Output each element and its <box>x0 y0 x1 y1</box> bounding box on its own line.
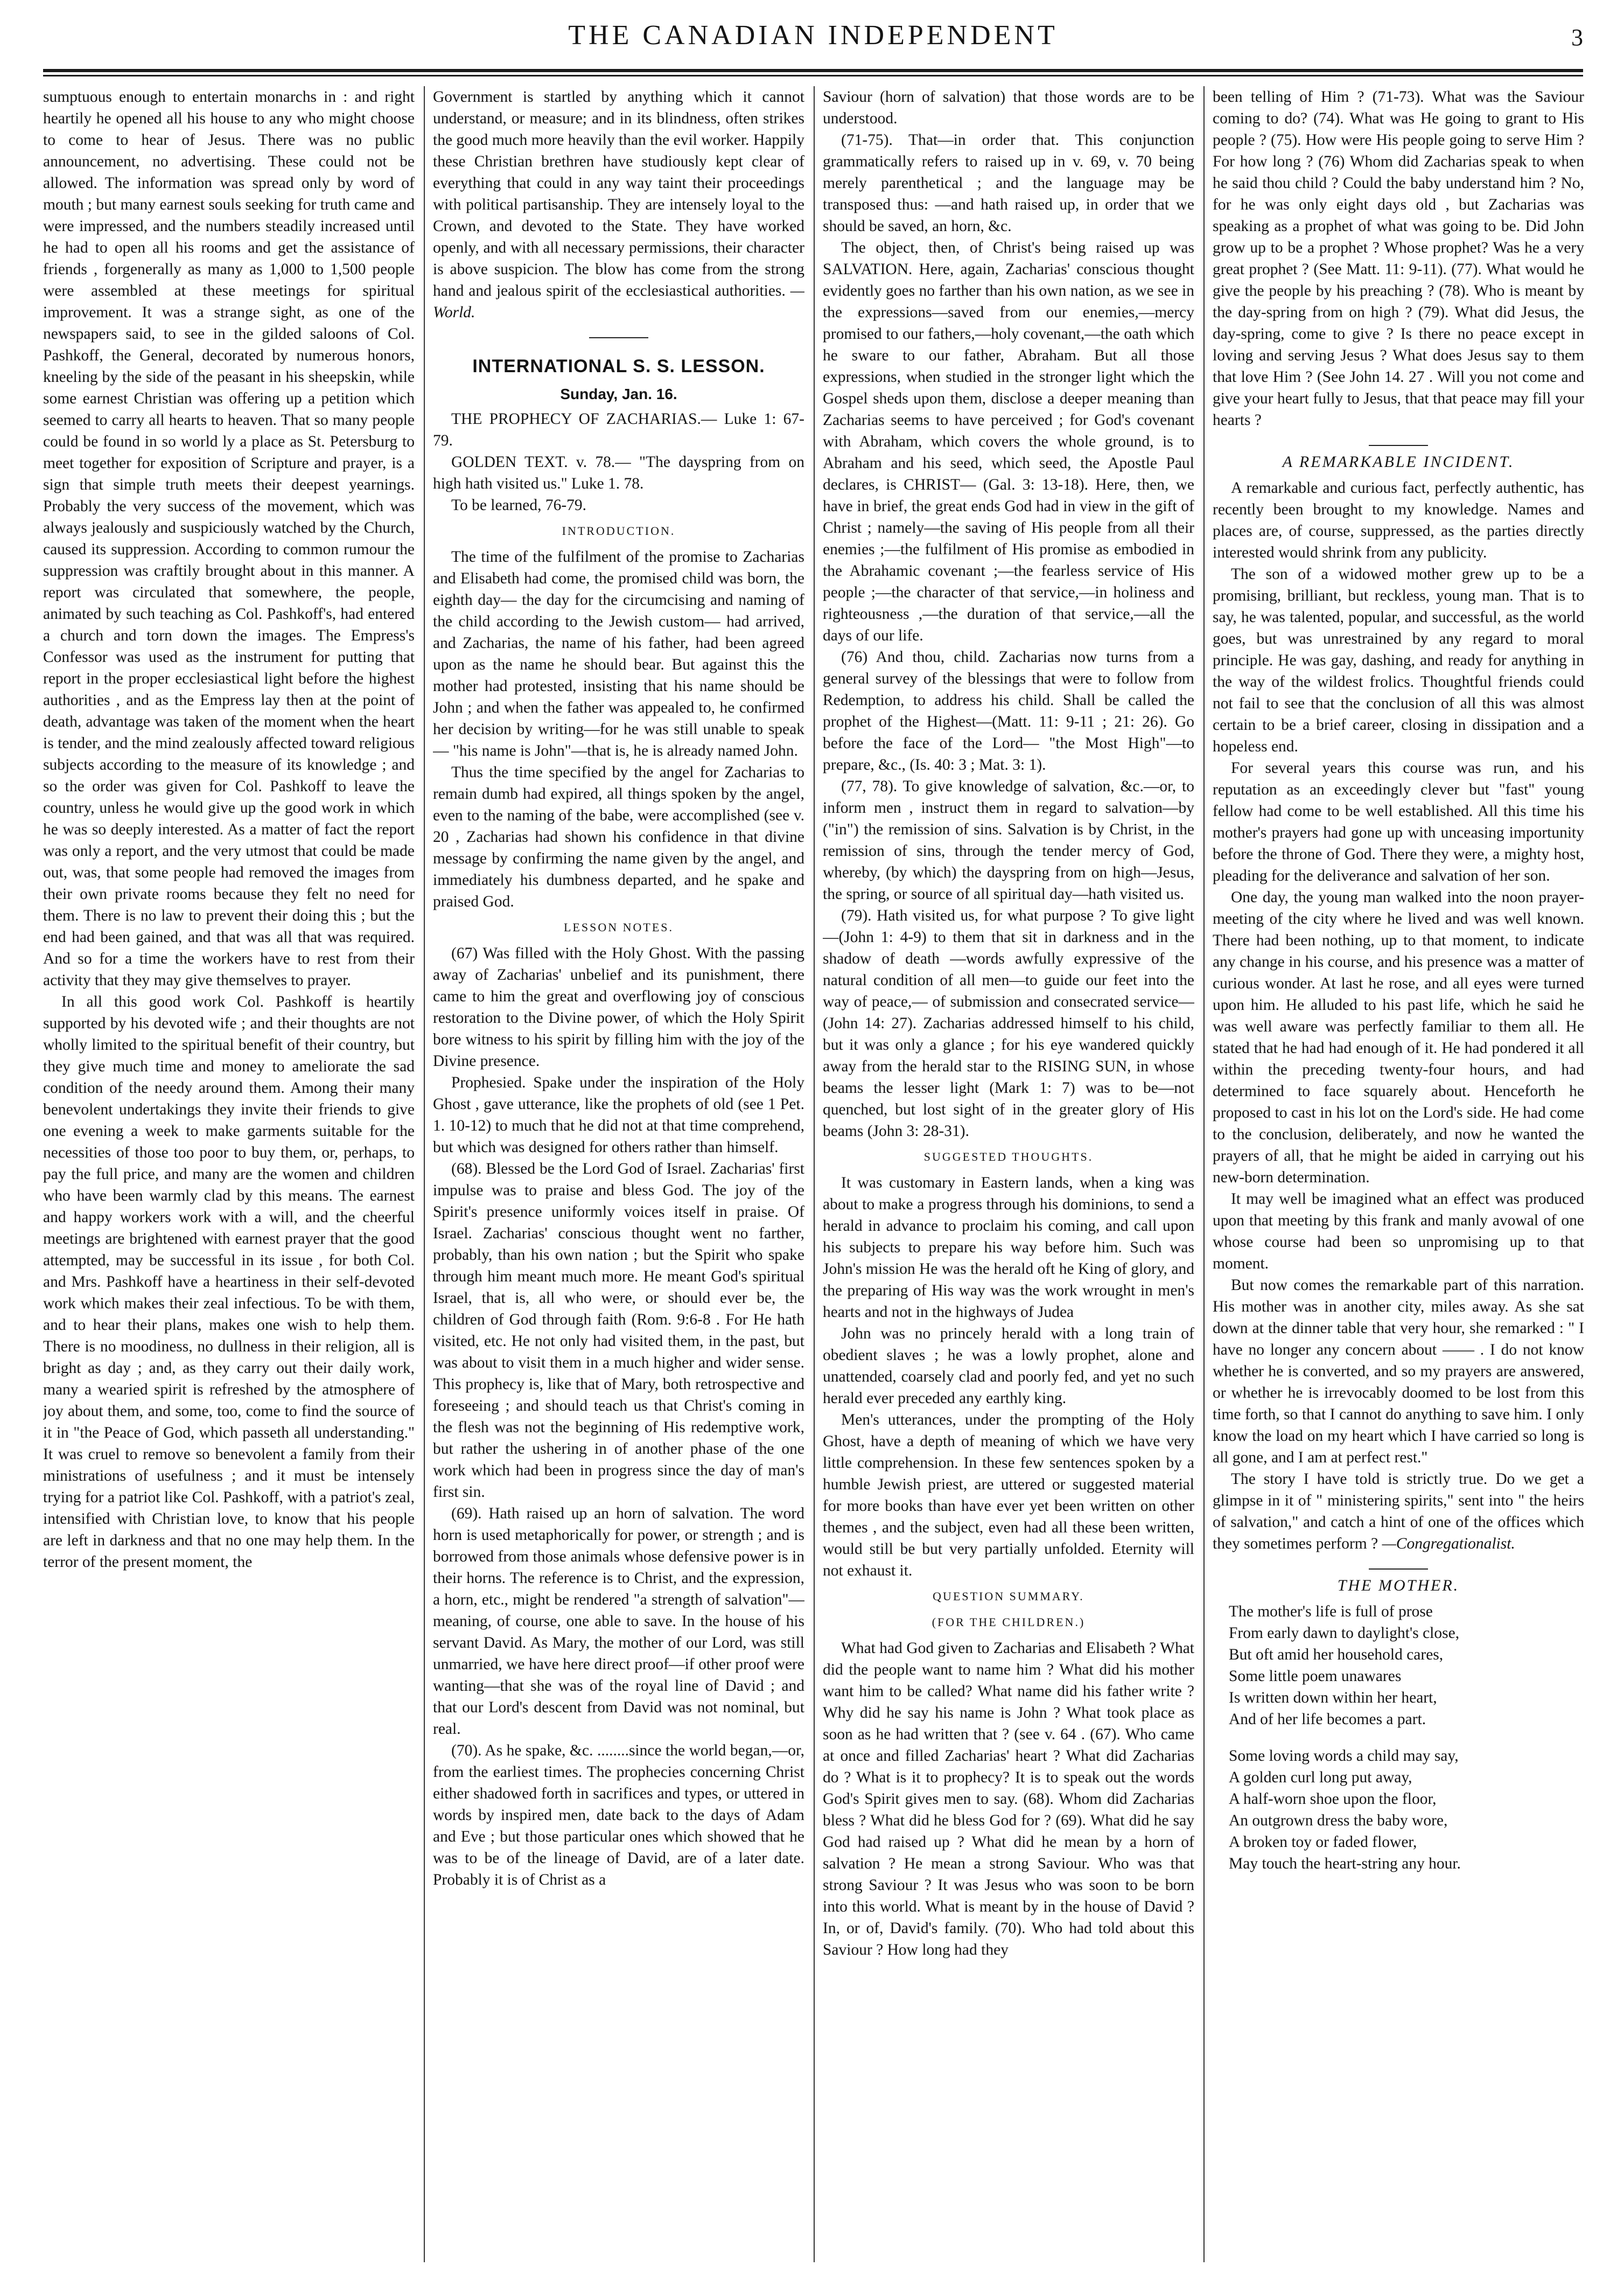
lesson-date: Sunday, Jan. 16. <box>560 386 677 402</box>
poem-line: Some little poem unawares <box>1229 1668 1402 1685</box>
poem-line: Is written down within her heart, <box>1229 1689 1437 1706</box>
page-columns <box>43 86 1583 2262</box>
question-summary-subheading: (FOR THE CHILDREN.) <box>932 1615 1086 1629</box>
section-divider <box>1369 445 1428 446</box>
poem <box>1213 1601 1584 1874</box>
lesson-note: Saviour (horn of salvation) that those words are to be understood. <box>823 88 1194 127</box>
masthead <box>43 19 1583 65</box>
lesson-note: Prophesied. Spake under the inspiration of the Holy Ghost , gave utterance, like the prophets of old (see 1 Pet. 1. 10-12) to much that he did not at that time comprehend, but which was designed for others rather than himself. <box>433 1074 804 1156</box>
lesson-notes-heading: LESSON NOTES. <box>563 921 674 934</box>
incident-paragraph: One day, the young man walked into the noon prayer-meeting of the city where he lived and was well known. There had been nothing, up to that moment, to indicate any change in his course, and his presence was a matter of curious wonder. At last he rose, and all eyes were turned upon him. He alluded to his past life, which he said he was well aware was perfectly familiar to them all. He stated that he had had enough of it. He had pondered it all within the preceding twenty-four hours, and had determined to face squarely about. Henceforth he proposed to cast in his lot on the Lord's side. He had come to the conclusion, deliberately, and now he wanted the prayers of all, that he might be aided in carrying out his new-born determination. <box>1213 889 1584 1186</box>
lesson-note: (68). Blessed be the Lord God of Israel. Zacharias' first impulse was to praise and bless God. The joy of the Spirit's presence uniformly voices itself in praise. Of Israel. Zacharias' conscious thought went no farther, probably, than his own nation ; but the Spirit who spake through him meant much more. He meant God's spiritual Israel, that is, all who were, or should ever be, the children of God through faith (Rom. 9:6-8 . For He hath visited, etc. He not only had visited them, in the past, but was about to visit them in a much higher and wider sense. This prophecy is, like that of Mary, both retrospective and foreseeing ; and should teach us that Christ's coming in the flesh was not the beginning of His redemptive work, but rather the ushering in of another phase of the one work which had been in progress since the day of man's first sin. <box>433 1160 804 1501</box>
lesson-memorize: To be learned, 76-79. <box>451 497 587 514</box>
poem-line: Some loving words a child may say, <box>1229 1747 1459 1765</box>
article-text: Government is startled by anything which it cannot understand, or measure; and in its blindness, often strikes the good much more heavily than the evil worker. Happily these Christian brethren have studiously kept clear of everything that could in any way taint their proceedings with political partisanship. They are intensely loyal to the Crown, and devoted to the State. They have worked openly, and with all necessary permissions, their character is above suspicion. The blow has come from the strong hand and jealous spirit of the ecclesiastical authorities. <box>433 88 804 299</box>
newspaper-title: THE CANADIAN INDEPENDENT <box>568 20 1058 51</box>
section-divider <box>1369 1568 1428 1570</box>
suggested-thought: John was no princely herald with a long train of obedient slaves ; he was a lowly prophet, alone and unattended, coarsely clad and poorly fed, and yet no such herald ever preceded any earthly king. <box>823 1325 1194 1407</box>
question-summary-text: What had God given to Zacharias and Elisabeth ? What did the people want to name him ? What did his mother want him to be called? What name did his father write ? Why did he say his name is John ? What took place as soon as he had written that ? (see v. 64 . (67). Who came at once and filled Zacharias' heart ? What did Zacharias do ? What is it to prophecy? It is to speak out the words God's Spirit gives men to say. (68). Whom did Zacharias bless ? What did he bless God for ? (69). What did he say God had raised up ? What did he mean by a horn of salvation ? He mean a strong Saviour. Who was that strong Saviour ? It was Jesus who was soon to be born into this world. What is meant by in the house of David ? In, or of, David's family. (70). Who had told about this Saviour ? How long had they <box>823 1640 1194 1958</box>
poem-line: The mother's life is full of prose <box>1229 1603 1433 1620</box>
poem-line: May touch the heart-string any hour. <box>1229 1855 1461 1872</box>
lesson-note: (69). Hath raised up an horn of salvation. The word horn is used metaphorically for power, or strength ; and is borrowed from those animals whose defensive power is in their horns. The reference is to Christ, and the expression, a horn, etc., might be rendered "a strength of salvation"—meaning, of course, one able to save. In the house of his servant David. As Mary, the mother of our Lord, was still unmarried, we have here direct proof—if other proof were wanting—that she was of the royal line of David ; and that our Lord's descent from David was not nominal, but real. <box>433 1505 804 1738</box>
suggested-thoughts-heading: SUGGESTED THOUGHTS. <box>923 1150 1094 1163</box>
poem-line: But oft amid her household cares, <box>1229 1646 1444 1663</box>
incident-paragraph: But now comes the remarkable part of this narration. His mother was in another city, miles away. As she sat down at the dinner table that very hour, she remarked : " I have no longer any concern about —— . I do not know whether he is converted, and so my prayers are answered, or whether he is irrevocably doomed to be lost from this time forth, so that I cannot do anything to save him. I only know the load on my heart which I have carried so long is all gone, and I am at perfect rest." <box>1213 1277 1584 1466</box>
column-4 <box>1213 86 1584 2262</box>
introduction-paragraph: The time of the fulfilment of the promise to Zacharias and Elisabeth had come, the promised child was born, the eighth day— the day for the circumcising and naming of the child according to the Jewish custom— had arrived, and Zacharias, the name of his father, had been agreed upon as the name he should bear. But against this the mother had protested, insisting that his name should be John ; and when the father was appealed to, he confirmed her decision by writing—for he was still unable to speak — "his name is John"—that is, he is already named John. <box>433 548 804 759</box>
incident-source: —Congregationalist. <box>1382 1535 1515 1552</box>
column-divider <box>1203 86 1205 2262</box>
incident-text: The story I have told is strictly true. Do we get a glimpse in it of " ministering spirits," sent into " the heirs of salvation," and catch a hint of one of the offices which they sometimes perform ? <box>1213 1470 1584 1552</box>
poem-stanza <box>1213 1601 1584 1730</box>
question-summary-text: been telling of Him ? (71-73). What was the Saviour coming to do? (74). What was He going to grant to His people ? (75). How were His people going to serve Him ? For how long ? (76) Whom did Zacharias speak to when he said thou child ? Could the baby understand him ? No, for he was only eight days old , but Zacharias was speaking as a prophet of what was going to be. Did John grow up to be a prophet ? Whose prophet? Was he a very great prophet ? (See Matt. 11: 9-11). (77). What would he give the people by his preaching ? (78). Who is meant by the day-spring from on high ? (79). What did Jesus, the day-spring, come to give ? Is there no peace except in loving and serving Jesus ? What does Jesus say to them that love Him ? (See John 14. 27 . Will you not come and give your heart fully to Jesus, that that peace may fill your hearts ? <box>1213 88 1584 429</box>
lesson-note: (67) Was filled with the Holy Ghost. With the passing away of Zacharias' unbelief and its punishment, there came to him the great and overflowing joy of conscious restoration to the Divine power, of which the Holy Spirit bore witness to his spirit by filling him with the joy of the Divine presence. <box>433 945 804 1070</box>
poem-line: And of her life becomes a part. <box>1229 1711 1426 1728</box>
poem-stanza <box>1213 1745 1584 1874</box>
lesson-note: (70). As he spake, &c. ........since the world began,—or, from the earliest times. The prophecies concerning Christ either shadowed forth in sacrifices and types, or uttered in words by inspired men, date back to the days of Adam and Eve ; but those particular ones which showed that he was to be of the lineage of David, are of a later date. Probably it is of Christ as a <box>433 1742 804 1888</box>
poem-line: A golden curl long put away, <box>1229 1769 1412 1786</box>
column-2 <box>433 86 804 2262</box>
golden-text: GOLDEN TEXT. v. 78.— "The dayspring from on high hath visited us." Luke 1. 78. <box>433 454 804 492</box>
section-divider <box>589 337 648 338</box>
suggested-thought: It was customary in Eastern lands, when a king was about to make a progress through his dominions, to send a herald in advance to proclaim his coming, and call upon his subjects to prepare his way before him. Such was John's mission He was the herald oft he King of glory, and the preparing of His way was the work wrought in men's hearts and not in the highways of Judea <box>823 1174 1194 1321</box>
column-divider <box>814 86 815 2262</box>
suggested-thought: Men's utterances, under the prompting of the Holy Ghost, have a depth of meaning of which we have very little comprehension. In these few sentences spoken by a humble Jewish priest, are uttered or suggested material for more books than have ever yet been written on other themes , and the subject, even had all these been written, would still be but very partially unfolded. Eternity will not exhaust it. <box>823 1411 1194 1579</box>
poem-line: An outgrown dress the baby wore, <box>1229 1812 1448 1829</box>
incident-paragraph: A remarkable and curious fact, perfectly authentic, has recently been brought to my knowledge. Names and places are, of course, suppressed, as the parties directly interested would shrink from any publicity. <box>1213 479 1584 561</box>
poem-line: From early dawn to daylight's close, <box>1229 1624 1460 1642</box>
article-paragraph <box>433 86 804 323</box>
article-paragraph: sumptuous enough to entertain monarchs in : and right heartily he opened all his house to any who might choose to come to hear of Jesus. There was no public announcement, no advertising. These could not be allowed. The information was spread only by word of mouth ; but many earnest souls seeking for truth came and were impressed, and the numbers steadily increased until he had to open all his rooms and get the assistance of friends , forgenerally as many as 1,000 to 1,500 people were assembled at these meetings for spiritual improvement. It was a strange sight, as one of the newspapers said, to see in the gilded saloons of Col. Pashkoff, the General, decorated by numerous honors, kneeling by the side of the peasant in his sheepskin, while some earnest Christian was offering up a petition which seemed to carry all hearts to heaven. That so many people could be found in so world ly a place as St. Petersburg to meet together for exposition of Scripture and prayer, is a sign that simple truth meets their deepest yearnings. Probably the very success of the movement, which was always jealously and suspiciously watched by the Church, caused its suppression. According to common rumour the suppression was craftily brought about in this manner. A report was circulated that somewhere, the people, animated by such teaching as Col. Pashkoff's, had entered a church and torn down the images. The Empress's Confessor was used as the instrument for putting that report in the proper ecclesiastical light before the highest authorities , and as the Empress lay then at the point of death, advantage was taken of the moment when the heart is tender, and the mind zealously affected toward religious subjects according to the measure of its knowledge ; and so the order was given for Col. Pashkoff to leave the country, unless he would give up the good work in which he was so deeply interested. As a matter of fact the report was only a report, and the very utmost that could be made out, was, that some people had removed the images from their own private rooms because they felt no need for them. There is no law to prevent their doing this ; but the end had been gained, and that was all that was required. And so for a time the workers have to rest from their activity that they may give themselves to prayer. <box>43 88 415 989</box>
incident-paragraph: The son of a widowed mother grew up to be a promising, brilliant, but reckless, young man. That is to say, he was talented, popular, and successful, as the world goes, but was unrestrained by any regard to moral principle. He was gay, dashing, and ready for anything in the way of the wildest frolics. Thoughtful friends could not fail to see that the conclusion of all this was almost certain to be a brief career, closing in dissipation and a hopeless end. <box>1213 566 1584 755</box>
article-paragraph: In all this good work Col. Pashkoff is heartily supported by his devoted wife ; and their thoughts are not wholly limited to the spiritual benefit of their country, but they give much time and money to ameliorate the sad condition of the needy around them. Among their many benevolent undertakings they invite their friends to give one evening a week to make garments suitable for the necessities of those too poor to buy them, or, perhaps, to pay the full price, and many are the women and children who have been warmly clad by this means. The earnest and happy workers work with a will, and the cheerful meetings are brightened with earnest prayer that the good attempted, may be successful in its issue , for both Col. and Mrs. Pashkoff have a heartiness in their self-devoted work which makes their zeal infectious. To be with them, and to hear their plans, makes one wish to help them. There is no moodiness, no dullness in their religion, all is bright as day ; and, as they carry out their daily work, many a wearied spirit is refreshed by the atmosphere of joy about them, and some, too, come to find the source of it in "the Peace of God, which passeth all understanding." It was cruel to remove so benevolent a family from their ministrations of usefulness ; and it must be intensely trying for a patriot like Col. Pashkoff, with a patriot's zeal, intensified with Christian love, to know that his people are left in darkness and that no one may help them. In the terror of the present moment, the <box>43 993 415 1571</box>
incident-heading: A REMARKABLE INCIDENT. <box>1282 453 1515 471</box>
introduction-paragraph: Thus the time specified by the angel for Zacharias to remain dumb had expired, all things spoken by the angel, even to the naming of the babe, were accomplished (see v. 20 , Zacharias had shown his confidence in that divine message by confirming the name given by the angel, and immediately his dumbness departed, and he spake and praised God. <box>433 764 804 910</box>
lesson-note: (76) And thou, child. Zacharias now turns from a general survey of the blessings that were to follow from Redemption, to address his child. Shall be called the prophet of the Highest—(Matt. 11: 9-11 ; 21: 26). Go before the face of the Lord— "the Most High"—to prepare, &c., (Is. 40: 3 ; Mat. 3: 1). <box>823 649 1194 773</box>
poem-line: A half-worn shoe upon the floor, <box>1229 1790 1437 1808</box>
incident-paragraph: It may well be imagined what an effect was produced upon that meeting by this frank and manly avowal of one whose course had been so unpromising up to that moment. <box>1213 1190 1584 1272</box>
page-number: 3 <box>1571 24 1583 51</box>
lesson-note: The object, then, of Christ's being raised up was SALVATION. Here, again, Zacharias' conscious thought evidently goes no farther than his own nation, as we see in the expressions—saved from our enemies,—mercy promised to our fathers,—holy covenant,—the oath which he sware to our father, Abraham. But all those expressions, when studied in the stronger light which the Gospel sheds upon them, disclose a deeper meaning than Zacharias seems to have perceived ; for God's covenant with Abraham, which covers the whole ground, is to Abraham and his seed, which seed, the Apostle Paul declares, is CHRIST— (Gal. 3: 13-18). Here, then, we have in brief, the great ends God had in view in the gift of Christ ; namely—the saving of His people from all their enemies ;—the fulfilment of His promise as embodied in the Abrahamic covenant ;—the fearless service of His people ;—the character of that service,—in holiness and righteousness ,—the duration of that service,—all the days of our life. <box>823 239 1194 644</box>
poem-title: THE MOTHER. <box>1337 1577 1460 1594</box>
masthead-rule <box>43 69 1583 76</box>
column-1 <box>43 86 415 2262</box>
lesson-subject: THE PROPHECY OF ZACHARIAS.— Luke 1: 67-79. <box>433 410 804 449</box>
column-3 <box>823 86 1194 2262</box>
lesson-note: (77, 78). To give knowledge of salvation, &c.—or, to inform men , instruct them in regard to salvation—by ("in") the remission of sins. Salvation is by Christ, in the remission of sins, through the tender mercy of God, whereby, (by which) the dayspring from on high—Jesus, the spring, or source of all spiritual day—hath visited us. <box>823 778 1194 903</box>
question-summary-heading: QUESTION SUMMARY. <box>933 1589 1084 1603</box>
incident-paragraph: For several years this course was run, and his reputation as an exceedingly clever but "fast" young fellow had come to be well established. All this time his mother's prayers had gone up with unceasing importunity before the throne of God. There they were, a mighty host, pleading for the deliverance and salvation of her son. <box>1213 759 1584 884</box>
article-source: — World. <box>433 282 804 321</box>
incident-paragraph <box>1213 1468 1584 1554</box>
lesson-heading: INTERNATIONAL S. S. LESSON. <box>472 356 765 376</box>
lesson-note: (79). Hath visited us, for what purpose ? To give light—(John 1: 4-9) to them that sit in darkness and in the shadow of death —words awfully expressive of the natural condition of all men—to guide our feet into the way of peace,— of submission and consecrated service—(John 14: 27). Zacharias addressed himself to his child, but it was only a glance ; for his eye wandered quickly away from the herald star to the RISING SUN, in whose beams the lesser light (Mark 1: 7) was to be—not quenched, but lost sight of in the greater glory of His beams (John 3: 28-31). <box>823 907 1194 1140</box>
lesson-note: (71-75). That—in order that. This conjunction grammatically refers to raised up in v. 69, v. 70 being merely parenthetical ; and the language may be transposed thus: —and hath raised up, in order that we should be saved, an horn, &c. <box>823 131 1194 235</box>
column-divider <box>424 86 425 2262</box>
introduction-heading: INTRODUCTION. <box>562 524 676 538</box>
poem-line: A broken toy or faded flower, <box>1229 1833 1417 1851</box>
